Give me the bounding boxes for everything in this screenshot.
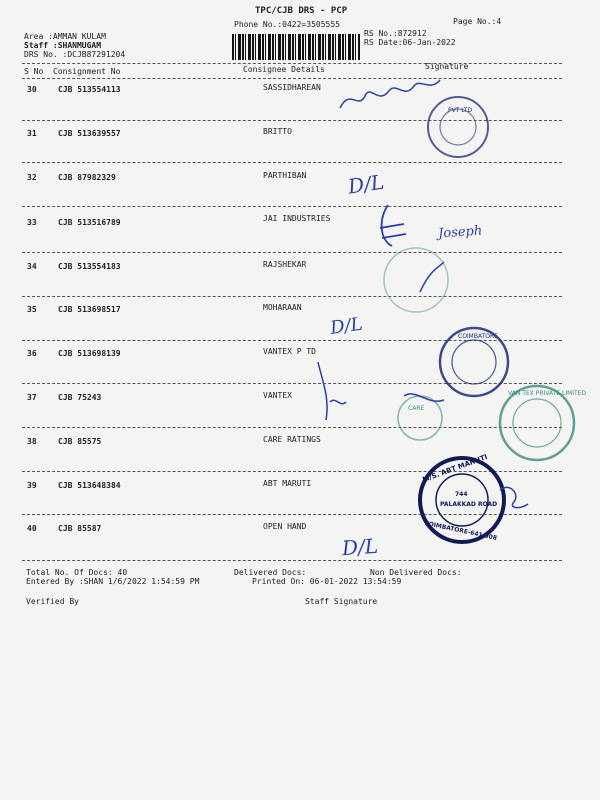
col-signature: Signature: [425, 62, 469, 71]
row-31-consignment: CJB 513639557: [58, 129, 121, 138]
row-37-consignment: CJB 75243: [58, 393, 102, 402]
faded-stamp-icon: [384, 248, 448, 312]
phone-number: Phone No.:0422=3505555: [234, 20, 340, 29]
row-34-sno: 34: [27, 262, 37, 271]
row-32-consignment: CJB 87982329: [58, 173, 116, 182]
area-label: Area :AMMAN KULAM: [24, 32, 106, 41]
entered-by: Entered By :SHAN 1/6/2022 1:54:59 PM: [26, 577, 200, 586]
row-36-consignee: VANTEX P TD: [263, 347, 316, 356]
non-delivered-docs: Non Delivered Docs:: [370, 568, 462, 577]
abt-maruti-stamp-icon: [420, 453, 504, 542]
row-35-consignment: CJB 513698517: [58, 305, 121, 314]
care-stamp-icon: [398, 396, 442, 440]
dl-mark: D/L: [341, 533, 379, 561]
signature-scribble: [340, 80, 440, 108]
drs-number: DRS No. :DCJB87291204: [24, 50, 126, 59]
row-36-sno: 36: [27, 349, 37, 358]
signature-scribble: [420, 262, 444, 292]
row-divider: [22, 560, 562, 561]
dl-mark: D/L: [328, 313, 364, 339]
row-divider: [22, 252, 562, 253]
row-35-sno: 35: [27, 305, 37, 314]
col-sno: S No: [24, 67, 44, 76]
row-37-sno: 37: [27, 393, 37, 402]
row-30-sno: 30: [27, 85, 37, 94]
columns-rule: [22, 78, 562, 79]
row-39-consignee: ABT MARUTI: [263, 479, 312, 488]
row-divider: [22, 120, 562, 121]
row-divider: [22, 296, 562, 297]
row-39-sno: 39: [27, 481, 37, 490]
row-36-consignment: CJB 513698139: [58, 349, 121, 358]
verified-by: Verified By: [26, 597, 79, 606]
row-33-consignment: CJB 513516789: [58, 218, 121, 227]
vantex-stamp-icon: [440, 328, 508, 396]
row-34-consignment: CJB 513554183: [58, 262, 121, 271]
row-38-consignment: CJB 85575: [58, 437, 102, 446]
row-30-consignment: CJB 513554113: [58, 85, 121, 94]
svg-text:COIMBATORE-641 008: COIMBATORE-641 008: [423, 519, 498, 542]
row-38-sno: 38: [27, 437, 37, 446]
signature-scribble: [404, 394, 444, 401]
barcode: [232, 34, 360, 60]
row-divider: [22, 383, 562, 384]
row-32-consignee: PARTHIBAN: [263, 171, 307, 180]
row-32-sno: 32: [27, 173, 37, 182]
staff-label: Staff :SHANMUGAM: [24, 41, 102, 50]
row-divider: [22, 206, 562, 207]
svg-text:COIMBATORE: COIMBATORE: [458, 333, 498, 340]
header-rule: [22, 63, 562, 64]
row-divider: [22, 471, 562, 472]
row-39-consignment: CJB 513648384: [58, 481, 121, 490]
row-37-consignee: VANTEX: [263, 391, 292, 400]
page-number: Page No.:4: [453, 17, 502, 26]
row-divider: [22, 514, 562, 515]
row-divider: [22, 340, 562, 341]
rs-number: RS No.:872912: [364, 29, 427, 38]
row-35-consignee: MOHARAAN: [263, 303, 302, 312]
printed-on: Printed On: 06-01-2022 13:54:59: [252, 577, 402, 586]
delivered-docs: Delivered Docs:: [234, 568, 307, 577]
total-docs: Total No. Of Docs: 40: [26, 568, 128, 577]
row-40-consignee: OPEN HAND: [263, 522, 307, 531]
signature-scribble: [318, 362, 346, 420]
col-consignee: Consignee Details: [243, 65, 325, 74]
vantex-stamp-icon: [500, 386, 586, 460]
svg-text:CARE: CARE: [408, 405, 425, 412]
rs-date: RS Date:06-Jan-2022: [364, 38, 456, 47]
row-31-consignee: BRITTO: [263, 127, 292, 136]
handwritten-joseph: Joseph: [437, 223, 483, 242]
row-38-consignee: CARE RATINGS: [263, 435, 321, 444]
dl-mark: D/L: [346, 169, 386, 199]
row-30-consignee: SASSIDHAREAN: [263, 83, 321, 92]
svg-text:744: 744: [455, 491, 468, 498]
row-33-consignee: JAI INDUSTRIES: [263, 214, 331, 223]
svg-text:PALAKKAD ROAD: PALAKKAD ROAD: [440, 501, 498, 508]
svg-text:VAN TEX PRIVATE LIMITED: VAN TEX PRIVATE LIMITED: [508, 390, 587, 397]
signature-scribble: [500, 487, 528, 507]
row-divider: [22, 427, 562, 428]
col-consignment: Consignment No: [53, 67, 121, 76]
row-40-sno: 40: [27, 524, 37, 533]
svg-text:PVT LTD: PVT LTD: [448, 107, 473, 114]
signature-scribble: [380, 205, 406, 246]
document-title: TPC/CJB DRS - PCP: [255, 6, 348, 16]
staff-signature-label: Staff Signature: [305, 597, 378, 606]
row-divider: [22, 162, 562, 163]
row-33-sno: 33: [27, 218, 37, 227]
svg-text:M/S. ABT MARUTI: M/S. ABT MARUTI: [421, 453, 489, 484]
company-stamp-icon: [428, 97, 488, 157]
row-31-sno: 31: [27, 129, 37, 138]
row-34-consignee: RAJSHEKAR: [263, 260, 307, 269]
row-40-consignment: CJB 85587: [58, 524, 102, 533]
